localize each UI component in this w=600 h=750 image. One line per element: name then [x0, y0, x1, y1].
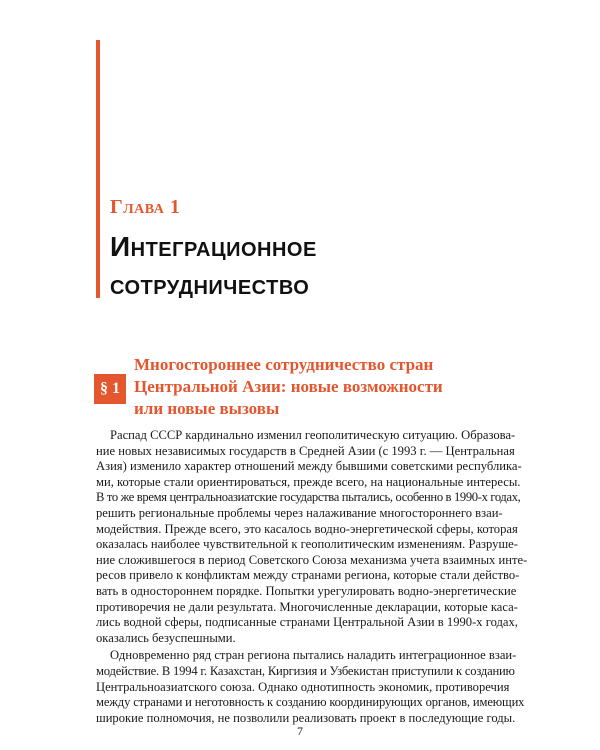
text-line: оказалась наиболее чувствительной к геополитическим изменениям. Разруше-	[96, 537, 518, 552]
text-line: вать в одностороннем порядке. Попытки урегулировать водно-энергетические	[96, 583, 517, 598]
text-line: В то же время центральноазиатские государства пытались, особенно в 1990-х годах,	[96, 490, 521, 505]
section-number-badge: § 1	[94, 374, 126, 404]
chapter-title	[110, 228, 470, 304]
text-line: между странами и неготовность к созданию координирующих органов, имеющих	[96, 695, 525, 710]
section-title-line: Центральной Азии: новые возможности	[134, 377, 443, 396]
text-line: оказались безуспешными.	[96, 630, 236, 645]
page-number: 7	[297, 724, 303, 738]
text-line: Центральноазиатского союза. Однако однотипность экономик, противоречия	[96, 679, 510, 694]
section-title-line: Многостороннее сотрудничество стран	[134, 355, 434, 374]
text-line: противоречия не дали результата. Многочисленные декларации, которые каса-	[96, 599, 518, 614]
text-line: ресов привело к конфликтам между странами региона, которые стали действо-	[96, 568, 520, 583]
paragraph	[96, 428, 528, 646]
text-line: Распад СССР кардинально изменил геополитическую ситуацию. Образова-	[110, 428, 516, 442]
body-text	[96, 428, 528, 726]
text-line: широкие полномочия, не позволили реализовать проект в последующие годы.	[96, 710, 516, 725]
text-line: Азия) изменило характер отношений между бывшими советскими республика-	[96, 459, 522, 474]
text-line: ми, которые стали ориентироваться, прежде всего, на национальные интересы.	[96, 474, 521, 489]
text-line: ние новых независимых государств в Средней Азии (с 1993 г. — Центральная	[96, 443, 515, 458]
chapter-title-line: Интеграционное	[110, 231, 317, 262]
text-line: модействия. Прежде всего, это касалось водно-энергетической сферы, которая	[96, 521, 518, 536]
text-line: решить региональные проблемы через налаживание многостороннего взаи-	[96, 505, 503, 520]
chapter-label: Глава 1	[110, 196, 181, 218]
text-line: ние сложившегося в период Советского Союза механизма учета взаимных инте-	[96, 552, 528, 567]
text-line: модействие. В 1994 г. Казахстан, Киргизия и Узбекистан приступили к созданию	[96, 663, 515, 678]
paragraph	[96, 648, 525, 726]
section-title	[134, 354, 464, 420]
section-title-line: или новые вызовы	[134, 399, 280, 418]
chapter-accent-rule	[96, 40, 100, 298]
chapter-title-line: сотрудничество	[110, 269, 310, 300]
text-line: Одновременно ряд стран региона пытались наладить интеграционное взаи-	[110, 648, 517, 663]
text-line: лись водной сферы, подписанные странами Центральной Азии в 1990-х годах,	[96, 615, 518, 630]
